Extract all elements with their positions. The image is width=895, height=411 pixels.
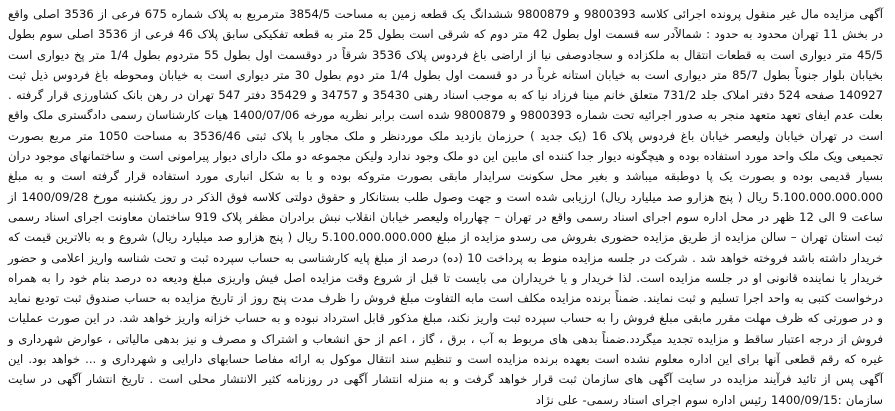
auction-notice-text: آگهی مزایده مال غیر منقول پرونده اجرائی کلاسه 9800393 و 9800879 ششدانگ یک قطعه زمین به مساحت 3854/5 مترمربع به پلاک شماره 675 فرعی از 3536 اصلی واقع در بخش 11 تهران محدود به حدود : شمالاًدر سه قسمت اول بطول 42 متر دوم که شرقی است بطول 25 متر به قطعه تفکیکی سابق پلاک 46 فرعی از 3536 اصلی سوم بطول 45/5 متر دیواری است به قطعات انتقال به ملکزاده و سجادوصفی نیا از اراضی باغ فردوس پلاک 3536 شرقاً در دوقسمت اول بطول 55 متردوم بطول 1/4 متر پخ دیواری است بخیابان بلوار جنوباً بطول 85/7 متر دیواری است به خیابان استانه غرباً در دو قسمت اول بطول 1/4 متر دوم بطول 30 متر دیواری است به خیابان ومحوطه باغ فردوس ذیل ثبت 140927 صفحه 524 دفتر املاک جلد 731/2 متعلق خانم مینا فرزاد نیا که به موجب اسناد رهنی 35430 و 34757 و 35429 دفتر 547 تهران در رهن بانک کشاورزی قرار گرفته . بعلت عدم ایفای تعهد متعهد منجر به صدور اجرائیه تحت شماره 9800393 و 9800879 شده است برابر نظریه مورخه 1400/07/06 هیات کارشناسان رسمی دادگستری ملک واقع است در تهران خیابان ولیعصر خیابان باغ فردوس پلاک 16 (یک جدید ) حرزمان بازدید ملک موردنظر و ملک مجاور با پلاک ثبتی 3536/46 به مساحت 1050 متر مربع بصورت تجمیعی ویک ملک واحد مورد استفاده بوده و هیچگونه دیوار جدا کننده ای مابین این دو ملک وجود ندارد ولیکن مجموعه دو ملک دارای دیوار پیرامونی است و ساختمانهای موجود دران بسیار قدیمی بوده و بصورت یک پا دوطبقه میباشد و بغیر محل سکونت سرایدار مابقی بصورت متروکه بوده و با به شکل انباری مورد استفاده قرار گرفته است و به مبلغ 5.100.000.000.000 ریال ( پنج هزارو صد میلیارد ریال) ارزیابی شده است و جهت وصول طلب بستانکار و حقوق دولتی کلاسه فوق الذکر در روز یکشنبه مورخ 1400/09/28 از ساعت 9 الی 12 ظهر در محل اداره سوم اجرای اسناد رسمی واقع در تهران – چهارراه ولیعصر خیابان انقلاب نبش برادران مظفر پلاک 919 ساختمان معاونت اجرای اسناد رسمی ثبت استان تهران – سالن مزایده از طریق مزایده حضوری بفروش می رسدو مزایده از مبلغ 5.100.000.000.000 ریال ( پنج هزارو صد میلیارد ریال) شروع و به بالاترین قیمت که خریدار داشته باشد فروخته خواهد شد . شرکت در جلسه مزایده منوط به پرداخت 10 (ده) درصد از مبلغ پایه کارشناسی به حساب سپرده ثبت و تحت شناسه واریز اعلامی و حضور خریدار یا نماینده قانونی او در جلسه مزایده است. لذا خریدار و یا خریداران می بایست تا قبل از شروع وقت مزایده اصل فیش واریزی مبلغ ودیعه ده درصد بنام خود را به همراه درخواست کتبی به واحد اجرا تسلیم و ثبت نمایند. ضمناً برنده مزایده مکلف است مابه التفاوت مبلغ فروش را ظرف مدت پنج روز از تاریخ مزایده به حساب صندوق ثبت تودیع نماید و در صورتی که ظرف مهلت مقرر مابقی مبلغ فروش را به حساب سپرده ثبت واریز نکند، مبلغ مذکور قابل استرداد نبوده و به حساب خزانه واریز خواهد شد. در این صورت عملیات فروش از درجه اعتبار ساقط و مزایده تجدید میگردد.ضمناً بدهی های مربوط به آب ، برق ، گاز ، اعم از حق انشعاب و اشتراک و مصرف و نیز بدهی مالیاتی ، عوارض شهرداری و غیره که رقم قطعی آنها برای این اداره معلوم نشده است بعهده برنده مزایده است و تنظیم سند انتقال موکول به ارائه مفاصا حسابهای دارایی و شهرداری و ... خواهد بود. این آگهی پس از تائید فرآیند مزایده در سایت آگهی های سازمان ثبت قرار خواهد گرفت و به منزله انتشار آگهی در روزنامه کثیر الانتشار محلی است . تاریخ انتشار آگهی در سایت سازمان :1400/09/15 رئیس اداره سوم اجرای اسناد رسمی- علی نژاد (8, 7, 884, 407)
